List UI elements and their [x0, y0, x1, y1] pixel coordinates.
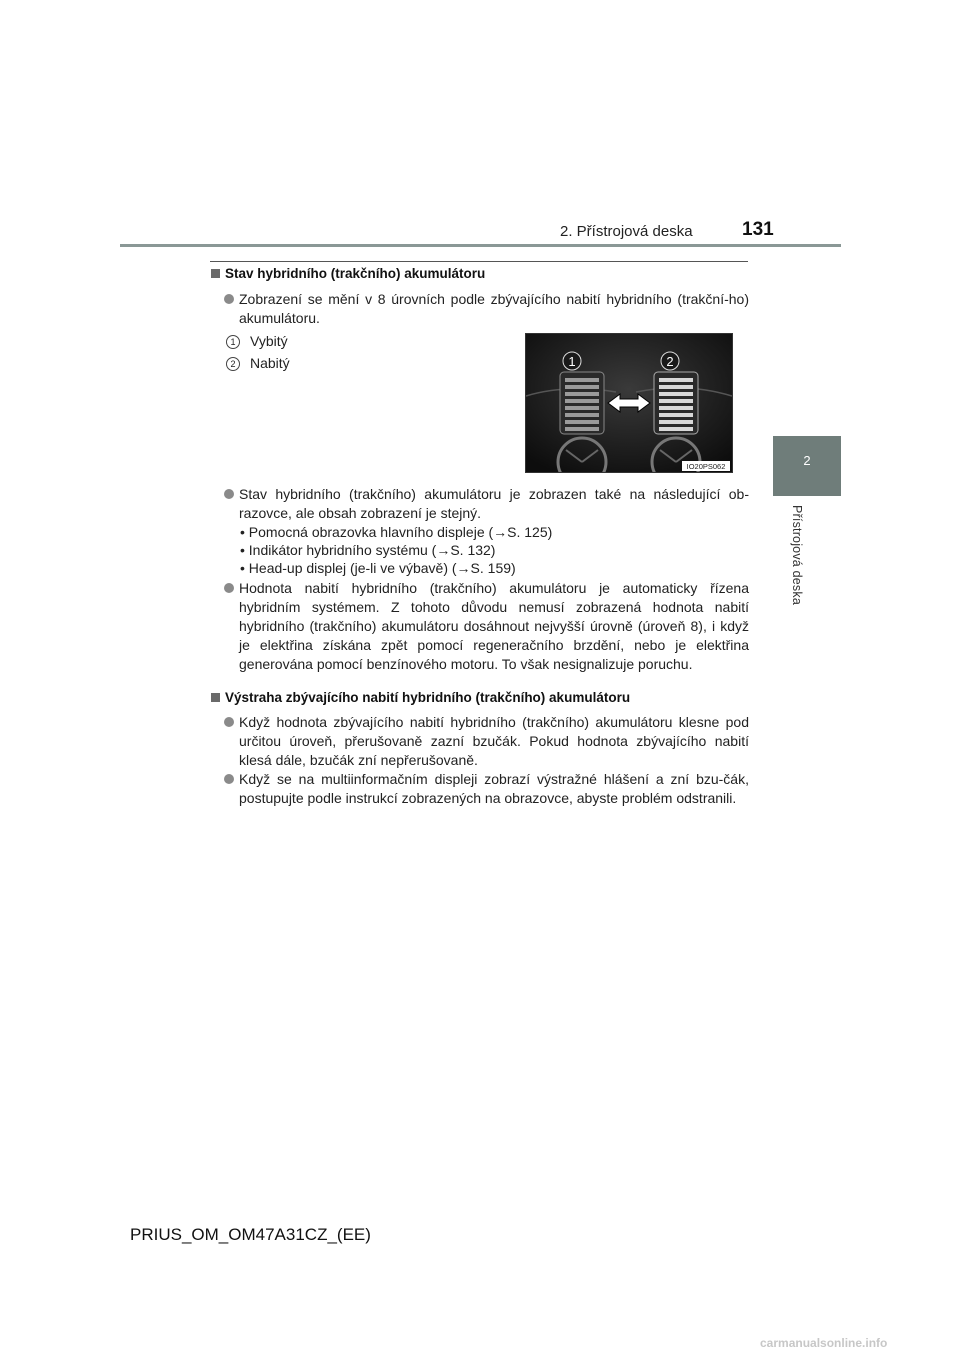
content-divider [210, 261, 748, 262]
legend-label: Vybitý [250, 333, 288, 349]
figure-code: IO20PS062 [686, 462, 726, 471]
bullet-text: Když se na multiinformačním displeji zobrazí výstražné hlášení a zní bzu-čák, postupujte podle instrukcí zobrazených na obrazovce, abyste problém odstranili. [239, 771, 749, 806]
callout-number: 2 [666, 354, 674, 369]
legend-label: Nabitý [250, 355, 290, 371]
callout-1 [563, 352, 581, 370]
section-heading-text: Stav hybridního (trakčního) akumulátoru [225, 266, 486, 281]
callout-2 [661, 352, 679, 370]
section-heading-battery-status [211, 266, 485, 281]
chapter-tab[interactable] [773, 436, 841, 496]
reference-item-hybrid-indicator[interactable]: • Indikátor hybridního systému (→S. 132) [240, 542, 496, 558]
circled-number-icon: 2 [226, 357, 240, 371]
bullet-item [224, 290, 749, 328]
bullet-item [224, 770, 749, 808]
bullet-dot-icon [224, 717, 234, 727]
document-code: PRIUS_OM_OM47A31CZ_(EE) [130, 1225, 371, 1244]
square-bullet-icon [211, 269, 220, 278]
battery-display-illustration [525, 333, 733, 473]
page-number: 131 [742, 219, 774, 240]
discharged-gauge [560, 372, 604, 434]
bullet-text: Zobrazení se mění v 8 úrovních podle zbývajícího nabití hybridního (trakční-ho) akumulátoru. [239, 291, 749, 326]
bullet-item [224, 579, 749, 674]
section-title: 2. Přístrojová deska [560, 223, 693, 240]
bullet-dot-icon [224, 583, 234, 593]
chapter-number: 2 [803, 453, 811, 468]
bullet-item [224, 713, 749, 770]
circled-number-icon: 1 [226, 335, 240, 349]
square-bullet-icon [211, 693, 220, 702]
bullet-dot-icon [224, 774, 234, 784]
bullet-text: Hodnota nabití hybridního (trakčního) akumulátoru je automaticky řízena hybridním systémem. Z tohoto důvodu nemusí zobrazená hodnota nabití hybridního (trakčního) akumulátoru dosáhnout nejvyšší úrovně (úroveň 8), i když je elektřina získána zpět pomocí regeneračního brzdění, nebo je elektřina generována pomocí benzínového motoru. To však nesignalizuje poruchu. [239, 580, 749, 672]
bullet-dot-icon [224, 489, 234, 499]
legend-item-discharged [226, 333, 288, 349]
reference-item-main-display[interactable]: • Pomocná obrazovka hlavního displeje (→S. 125) [240, 524, 553, 540]
section-heading-text: Výstraha zbývajícího nabití hybridního (trakčního) akumulátoru [225, 690, 631, 705]
section-heading-warning [211, 690, 630, 705]
chapter-label: Přístrojová deska [790, 505, 804, 605]
reference-item-head-up-display[interactable]: • Head-up displej (je-li ve výbavě) (→S. 159) [240, 560, 516, 576]
bullet-text: Když hodnota zbývajícího nabití hybridního (trakčního) akumulátoru klesne pod určitou úroveň, přerušovaně zazní bzučák. Pokud hodnota zbývajícího nabití klesá dále, bzučák zní nepřerušovaně. [239, 714, 749, 768]
bullet-text: Stav hybridního (trakčního) akumulátoru je zobrazen také na následující ob-razovce, ale obsah zobrazení je stejný. [239, 486, 749, 521]
battery-level-figure [526, 334, 732, 472]
header-divider [120, 244, 841, 247]
watermark: carmanualsonline.info [760, 1336, 888, 1350]
charged-gauge [654, 372, 698, 434]
bullet-item [224, 485, 749, 523]
bullet-dot-icon [224, 294, 234, 304]
callout-number: 1 [568, 354, 576, 369]
legend-item-charged [226, 355, 290, 371]
